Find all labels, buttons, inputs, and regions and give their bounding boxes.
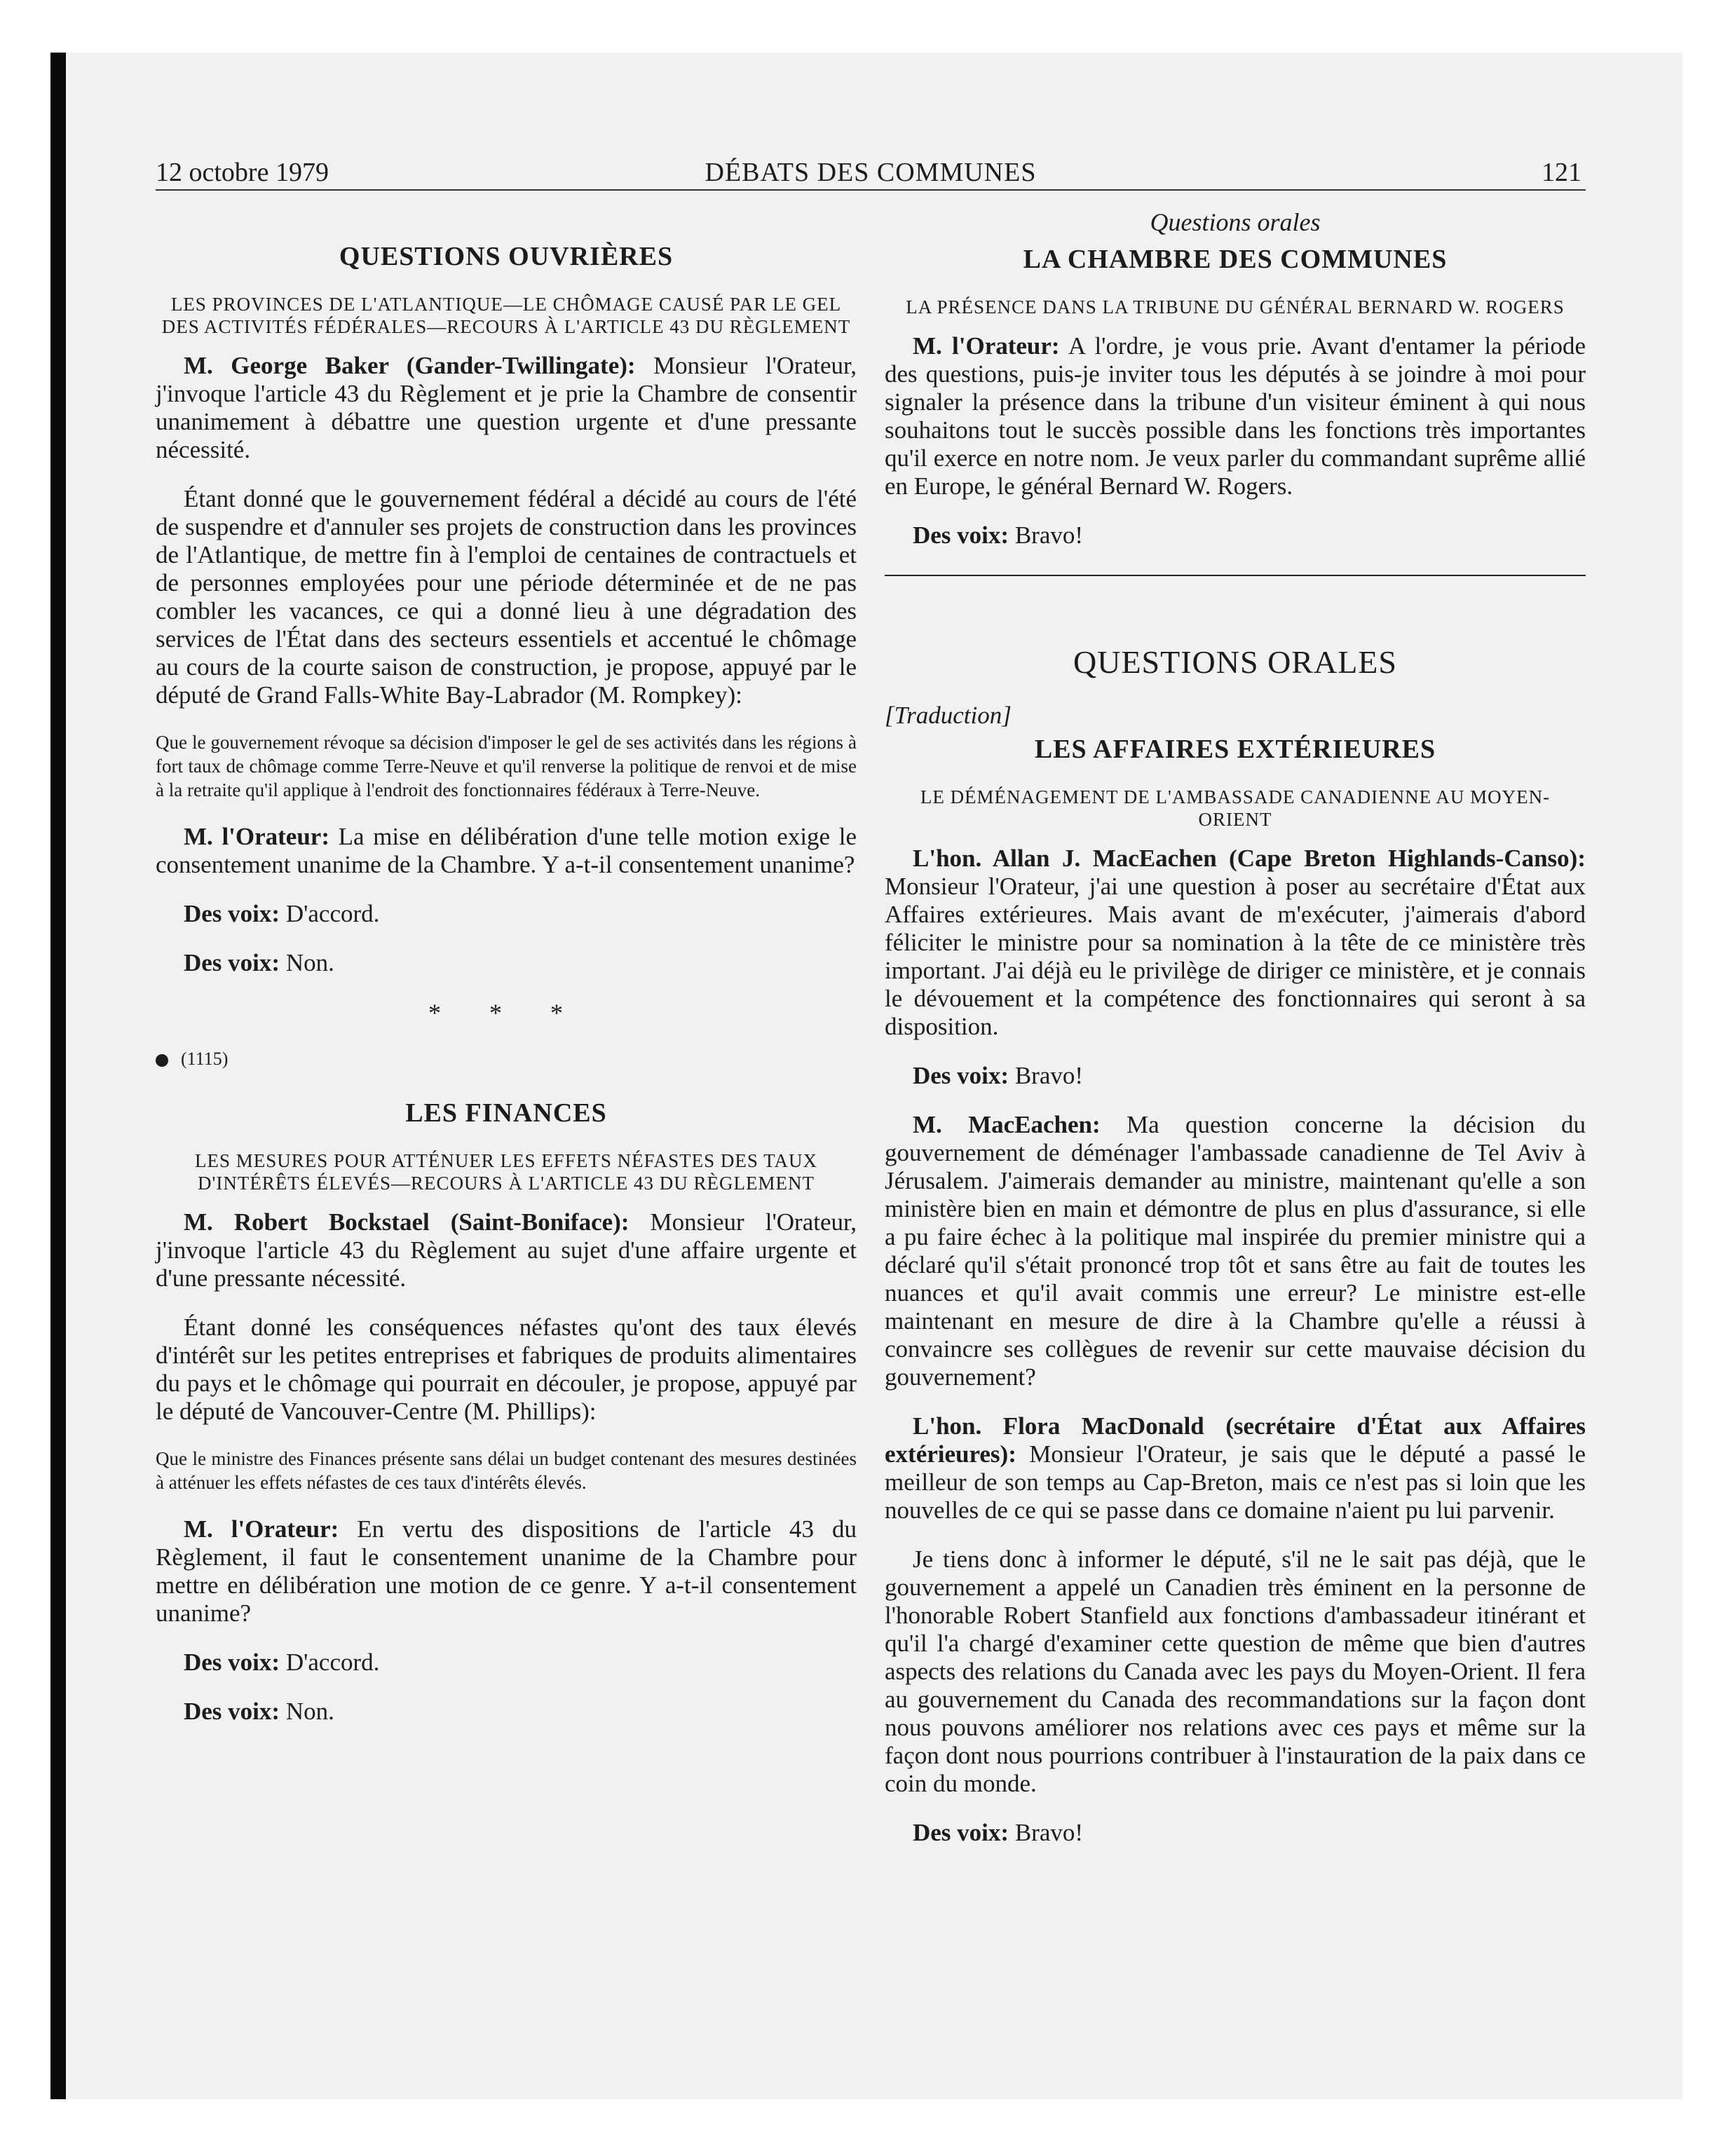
speech-text: Monsieur l'Orateur, j'invoque l'article 43 du Règlement et je prie la Chambre de consentir unanimement à débattre une question urgente et d'une pressante nécessité. [156, 352, 857, 463]
voices-line [156, 900, 857, 928]
speech-text: Ma question concerne la décision du gouvernement de déménager l'ambassade canadienne de Tel Aviv à Jérusalem. J'aimerais demander au ministre, maintenant qu'elle a son ministère bien en main et démontre de plus en plus d'assurance, si elle a pu faire échec à la politique mal inspirée du premier ministre qui a déclaré qu'il s'était prononcé trop tôt et sans être au fait de toutes les nuances et qu'il avait commis une erreur? Le ministre est-elle maintenant en mesure de dire à la Chambre qu'elle a réussi à convaincre ses collègues de revenir sur cette mauvaise décision du gouvernement? [885, 1111, 1586, 1391]
subheading: LE DÉMÉNAGEMENT DE L'AMBASSADE CANADIENNE AU MOYEN-ORIENT [920, 786, 1551, 830]
section-heading: LES FINANCES [405, 1098, 607, 1128]
speech-text: Bravo! [1009, 521, 1084, 549]
speech-paragraph [156, 1208, 857, 1292]
header-title: DÉBATS DES COMMUNES [705, 158, 1037, 187]
left-column [156, 205, 857, 1747]
speaker-name: Des voix: [913, 521, 1009, 549]
speech-paragraph [885, 1111, 1586, 1391]
speaker-name: M. George Baker (Gander-Twillingate): [184, 352, 636, 379]
speaker-name: Des voix: [913, 1062, 1009, 1089]
speech-paragraph [885, 845, 1586, 1041]
speaker-name: Des voix: [184, 1649, 280, 1676]
speaker-name: M. l'Orateur: [913, 332, 1060, 360]
speech-paragraph: Je tiens donc à informer le député, s'il ne le sait pas déjà, que le gouvernement a appelé un Canadien très éminent en la personne de l'honorable Robert Stanfield aux fonctions d'ambassadeur itinérant et qu'il l'a chargé d'examiner cette question de même que bien d'autres aspects des relations du Canada avec les pays du Moyen-Orient. Il fera au gouvernement du Canada des recommandations sur la façon dont nous pouvons améliorer nos relations avec ces pays et même sur la façon dont nous pourrions contribuer à l'instauration de la paix dans ce coin du monde. [885, 1546, 1586, 1797]
speech-paragraph [885, 332, 1586, 500]
subheading: LES PROVINCES DE L'ATLANTIQUE—LE CHÔMAGE CAUSÉ PAR LE GEL DES ACTIVITÉS FÉDÉRALES—RECOURS À L'ARTICLE 43 DU RÈGLEMENT [161, 294, 851, 337]
speech-paragraph [156, 823, 857, 879]
time-marker-text: (1115) [181, 1049, 229, 1069]
speaker-name: M. Robert Bockstael (Saint-Boniface): [184, 1208, 630, 1236]
section-heading: LES AFFAIRES EXTÉRIEURES [1034, 735, 1436, 764]
section-separator: * * * [428, 999, 584, 1027]
voices-line [885, 521, 1586, 550]
section-heading: LA CHAMBRE DES COMMUNES [1023, 245, 1448, 274]
page-number: 121 [1542, 158, 1581, 187]
speaker-name: M. MacEachen: [913, 1111, 1101, 1138]
speaker-name: Des voix: [184, 900, 280, 927]
translation-note: [Traduction] [885, 702, 1012, 729]
speech-text: Monsieur l'Orateur, j'ai une question à poser au secrétaire d'État aux Affaires extérieures. Mais avant de m'exécuter, j'aimerais d'abord féliciter le ministre pour sa nomination à la tête de ce ministère très important. J'ai déjà eu le privilège de diriger ce ministère, et je connais le dévouement et la compétence des fonctionnaires qui seront à sa disposition. [885, 873, 1586, 1040]
subheading: LA PRÉSENCE DANS LA TRIBUNE DU GÉNÉRAL BERNARD W. ROGERS [906, 296, 1565, 318]
speaker-name: Des voix: [913, 1819, 1009, 1846]
speech-text: La mise en délibération d'une telle motion exige le consentement unanime de la Chambre. Y a-t-il consentement unanime? [156, 823, 857, 878]
speech-text: Non. [280, 949, 334, 976]
speaker-name: M. l'Orateur: [184, 823, 330, 850]
voices-line [156, 1698, 857, 1726]
speech-text: Monsieur l'Orateur, j'invoque l'article 43 du Règlement au sujet d'une affaire urgente et d'une pressante nécessité. [156, 1208, 857, 1292]
page-header [156, 153, 1586, 191]
motion-quote: Que le ministre des Finances présente sans délai un budget contenant des mesures destinées à atténuer les effets néfastes de ces taux d'intérêts élevés. [156, 1448, 857, 1493]
speech-paragraph [885, 1412, 1586, 1524]
section-heading: QUESTIONS OUVRIÈRES [339, 242, 674, 271]
speaker-name: L'hon. Allan J. MacEachen (Cape Breton Highlands-Canso): [913, 845, 1586, 872]
major-heading: QUESTIONS ORALES [1073, 644, 1397, 680]
speaker-name: L'hon. Flora MacDonald (secrétaire d'État aux Affaires extérieures): [885, 1412, 1586, 1468]
motion-paragraph: Étant donné que le gouvernement fédéral a décidé au cours de l'été de suspendre et d'annuler ses projets de construction dans les provinces de l'Atlantique, de mettre fin à l'emploi de centaines de contractuels et de personnes employées pour une période déterminée et de ne pas combler les vacances, ce qui a donné lieu à une dégradation des services de l'État dans des secteurs essentiels et accentué le chômage au cours de la courte saison de construction, je propose, appuyé par le député de Grand Falls-White Bay-Labrador (M. Rompkey): [156, 485, 857, 709]
speech-text: D'accord. [280, 1649, 380, 1676]
time-marker [156, 1049, 857, 1070]
binding-edge [50, 53, 66, 2099]
subheading: LES MESURES POUR ATTÉNUER LES EFFETS NÉFASTES DES TAUX D'INTÉRÊTS ÉLEVÉS—RECOURS À L'ARTICLE 43 DU RÈGLEMENT [195, 1150, 817, 1194]
header-date: 12 octobre 1979 [156, 158, 329, 187]
voices-line [156, 1649, 857, 1677]
speech-text: Non. [280, 1698, 334, 1725]
speech-text: Monsieur l'Orateur, je sais que le député a passé le meilleur de son temps au Cap-Breton, mais ce n'est pas si loin que les nouvelles de ce qui se passe dans ce domaine n'aient pu lui parvenir. [885, 1440, 1586, 1524]
speech-text: A l'ordre, je vous prie. Avant d'entamer la période des questions, puis-je inviter tous les députés à se joindre à moi pour signaler la présence dans la tribune d'un visiteur éminent à qui nous souhaitons tout le succès possible dans les fonctions très importantes qu'il exerce en notre nom. Je veux parler du commandant suprême allié en Europe, le général Bernard W. Rogers. [885, 332, 1586, 500]
right-column [885, 205, 1586, 1868]
section-label: Questions orales [1150, 208, 1321, 236]
horizontal-rule [885, 575, 1586, 576]
voices-line [885, 1819, 1586, 1847]
speaker-name: Des voix: [184, 949, 280, 976]
speech-text: Bravo! [1009, 1062, 1084, 1089]
speech-paragraph [156, 352, 857, 464]
speech-text: D'accord. [280, 900, 380, 927]
voices-line [156, 949, 857, 977]
speech-paragraph [156, 1515, 857, 1628]
speech-text: Bravo! [1009, 1819, 1084, 1846]
bullet-dot-icon [156, 1054, 168, 1067]
speaker-name: M. l'Orateur: [184, 1515, 339, 1543]
motion-paragraph: Étant donné les conséquences néfastes qu'ont des taux élevés d'intérêt sur les petites entreprises et fabriques de produits alimentaires du pays et le chômage qui pourrait en découler, je propose, appuyé par le député de Vancouver-Centre (M. Phillips): [156, 1314, 857, 1425]
speaker-name: Des voix: [184, 1698, 280, 1725]
speech-text: En vertu des dispositions de l'article 43 du Règlement, il faut le consentement unanime de la Chambre pour mettre en délibération une motion de ce genre. Y a-t-il consentement unanime? [156, 1515, 857, 1627]
voices-line [885, 1062, 1586, 1090]
motion-quote: Que le gouvernement révoque sa décision d'imposer le gel de ses activités dans les régions à fort taux de chômage comme Terre-Neuve et qu'il renverse la politique de renvoi et de mise à la retraite qu'il applique à l'endroit des fonctionnaires fédéraux à Terre-Neuve. [156, 732, 857, 800]
